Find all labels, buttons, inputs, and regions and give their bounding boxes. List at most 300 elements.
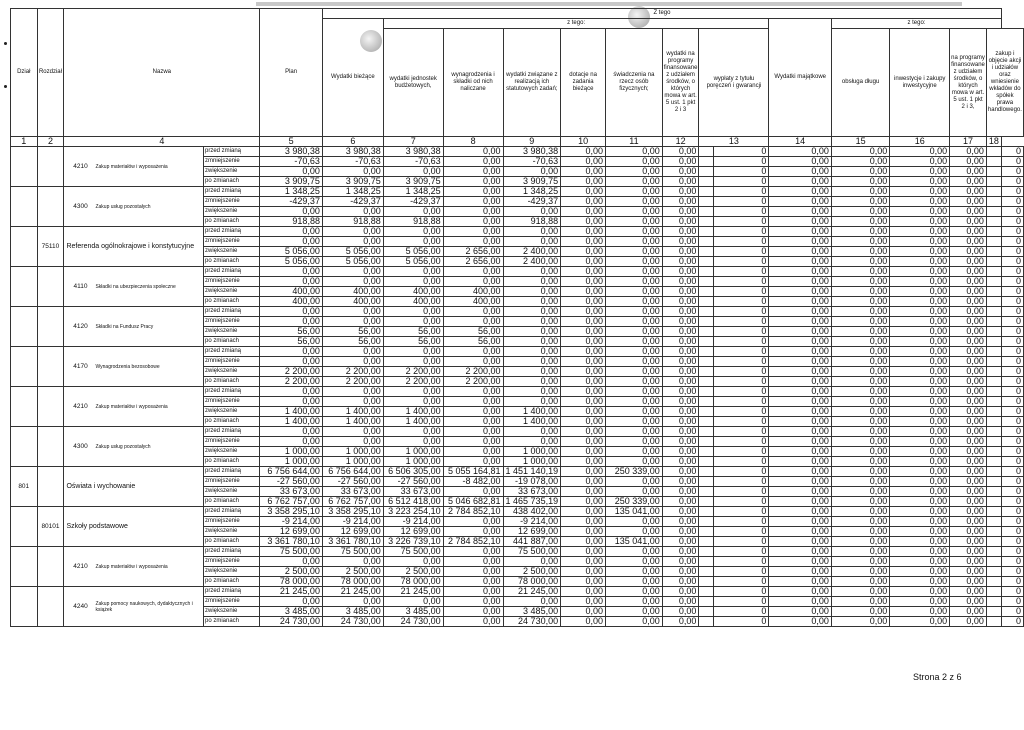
- value-cell: 0,00: [561, 487, 606, 497]
- value-cell: 0: [1001, 297, 1023, 307]
- value-cell: 0,00: [769, 397, 832, 407]
- value-cell: 0,00: [769, 387, 832, 397]
- dzial-code: [11, 347, 38, 387]
- value-cell: 0,00: [260, 427, 323, 437]
- page-number: Strona 2 z 6: [913, 672, 962, 682]
- header-inwestycje: inwestycje i zakupy inwestycyjne: [890, 29, 950, 137]
- value-cell: 0,00: [769, 567, 832, 577]
- value-cell: 6 762 757,00: [322, 497, 383, 507]
- value-cell: 1 000,00: [322, 457, 383, 467]
- akcje-subcell: [986, 517, 1001, 527]
- value-cell: 0,00: [890, 607, 950, 617]
- akcje-subcell: [986, 197, 1001, 207]
- value-cell: 0,00: [606, 167, 663, 177]
- value-cell: 75 500,00: [260, 547, 323, 557]
- value-cell: 5 056,00: [322, 257, 383, 267]
- akcje-subcell: [986, 227, 1001, 237]
- value-cell: 12 699,00: [322, 527, 383, 537]
- value-cell: 0,00: [443, 597, 503, 607]
- value-cell: 0,00: [383, 267, 443, 277]
- value-cell: 0,00: [383, 387, 443, 397]
- value-cell: 0,00: [831, 247, 889, 257]
- value-cell: 400,00: [322, 287, 383, 297]
- value-cell: 0,00: [662, 487, 699, 497]
- value-cell: -9 214,00: [383, 517, 443, 527]
- value-cell: 0,00: [831, 437, 889, 447]
- value-cell: 0,00: [662, 327, 699, 337]
- value-cell: 0,00: [769, 547, 832, 557]
- value-cell: 1 000,00: [503, 447, 561, 457]
- akcje-subcell: [986, 267, 1001, 277]
- value-cell: 0,00: [606, 317, 663, 327]
- value-cell: 0,00: [769, 507, 832, 517]
- value-cell: 1 465 735,19: [503, 497, 561, 507]
- value-cell: 0,00: [890, 347, 950, 357]
- akcje-subcell: [986, 477, 1001, 487]
- akcje-subcell: [986, 357, 1001, 367]
- value-cell: 0,00: [950, 507, 987, 517]
- akcje-subcell: [986, 457, 1001, 467]
- value-cell: 24 730,00: [322, 617, 383, 627]
- value-cell: 0,00: [662, 217, 699, 227]
- value-cell: 0,00: [503, 357, 561, 367]
- value-cell: 0,00: [561, 587, 606, 597]
- value-cell: 5 056,00: [260, 257, 323, 267]
- value-cell: 0,00: [503, 367, 561, 377]
- value-cell: 21 245,00: [503, 587, 561, 597]
- column-number: 6: [322, 137, 383, 147]
- value-cell: 0: [714, 307, 769, 317]
- paragraf-code: 4210: [73, 402, 88, 410]
- value-cell: 33 673,00: [503, 487, 561, 497]
- value-cell: 0,00: [950, 337, 987, 347]
- wyplaty-subcell: [699, 337, 714, 347]
- value-cell: 0,00: [662, 587, 699, 597]
- value-cell: 0,00: [561, 477, 606, 487]
- value-cell: 0,00: [769, 377, 832, 387]
- value-cell: 0,00: [890, 547, 950, 557]
- akcje-subcell: [986, 297, 1001, 307]
- rozdzial-code: 75110: [37, 227, 64, 267]
- value-cell: 0,00: [769, 457, 832, 467]
- value-cell: 0,00: [662, 177, 699, 187]
- value-cell: 0,00: [322, 347, 383, 357]
- value-cell: 0,00: [443, 567, 503, 577]
- value-cell: 0,00: [890, 567, 950, 577]
- value-cell: 0: [714, 217, 769, 227]
- value-cell: 0: [1001, 427, 1023, 437]
- value-cell: 0: [714, 327, 769, 337]
- wyplaty-subcell: [699, 167, 714, 177]
- value-cell: 0: [714, 557, 769, 567]
- akcje-subcell: [986, 317, 1001, 327]
- wyplaty-subcell: [699, 567, 714, 577]
- akcje-subcell: [986, 337, 1001, 347]
- value-cell: 0,00: [950, 447, 987, 457]
- value-cell: 3 980,38: [503, 147, 561, 157]
- value-cell: 0,00: [561, 467, 606, 477]
- value-cell: 0,00: [322, 387, 383, 397]
- value-cell: 0,00: [890, 217, 950, 227]
- value-cell: 0,00: [383, 227, 443, 237]
- value-cell: 0,00: [606, 217, 663, 227]
- value-cell: 0,00: [769, 467, 832, 477]
- header-plan: Plan: [260, 9, 323, 137]
- value-cell: 0,00: [383, 557, 443, 567]
- value-cell: 0,00: [443, 517, 503, 527]
- wyplaty-subcell: [699, 157, 714, 167]
- value-cell: 0,00: [443, 317, 503, 327]
- value-cell: 0: [1001, 517, 1023, 527]
- header-z-tego: Z tego: [322, 9, 1001, 19]
- akcje-subcell: [986, 327, 1001, 337]
- value-cell: 0: [1001, 347, 1023, 357]
- value-cell: 75 500,00: [322, 547, 383, 557]
- wyplaty-subcell: [699, 197, 714, 207]
- value-cell: 0,00: [503, 377, 561, 387]
- value-cell: 0,00: [443, 147, 503, 157]
- value-cell: 0: [714, 467, 769, 477]
- paragraf-code: 4210: [73, 162, 88, 170]
- value-cell: 0,00: [890, 387, 950, 397]
- value-cell: 0,00: [561, 607, 606, 617]
- wyplaty-subcell: [699, 217, 714, 227]
- value-cell: 0,00: [831, 607, 889, 617]
- value-cell: 0,00: [561, 247, 606, 257]
- value-cell: 0: [1001, 487, 1023, 497]
- rozdzial-code: [37, 147, 64, 187]
- value-cell: 0,00: [561, 567, 606, 577]
- value-cell: 6 512 418,00: [383, 497, 443, 507]
- value-cell: 0,00: [769, 607, 832, 617]
- value-cell: 918,88: [503, 217, 561, 227]
- row-label: zwiększenie: [203, 607, 259, 617]
- value-cell: 0,00: [561, 257, 606, 267]
- row-label: po zmianach: [203, 417, 259, 427]
- value-cell: 2 656,00: [443, 257, 503, 267]
- value-cell: 0,00: [561, 617, 606, 627]
- value-cell: 3 358 295,10: [260, 507, 323, 517]
- value-cell: 0,00: [443, 167, 503, 177]
- item-name: Oświata i wychowanie: [64, 467, 204, 507]
- value-cell: 0,00: [606, 387, 663, 397]
- value-cell: 78 000,00: [260, 577, 323, 587]
- column-number: 8: [443, 137, 503, 147]
- value-cell: 0,00: [950, 297, 987, 307]
- value-cell: 0: [714, 277, 769, 287]
- value-cell: 0: [714, 317, 769, 327]
- dzial-code: [11, 267, 38, 307]
- value-cell: 400,00: [260, 287, 323, 297]
- row-label: zwiększenie: [203, 327, 259, 337]
- akcje-subcell: [986, 427, 1001, 437]
- value-cell: 3 226 739,10: [383, 537, 443, 547]
- item-cell: [64, 547, 204, 587]
- row-label: przed zmianą: [203, 467, 259, 477]
- value-cell: 0,00: [503, 327, 561, 337]
- value-cell: 0: [1001, 457, 1023, 467]
- akcje-subcell: [986, 237, 1001, 247]
- value-cell: 0,00: [561, 417, 606, 427]
- value-cell: 0,00: [561, 337, 606, 347]
- value-cell: 0,00: [890, 247, 950, 257]
- value-cell: 0,00: [606, 247, 663, 257]
- value-cell: 0,00: [443, 277, 503, 287]
- value-cell: 135 041,00: [606, 537, 663, 547]
- value-cell: 0,00: [443, 197, 503, 207]
- item-cell: [64, 187, 204, 227]
- value-cell: 0: [1001, 197, 1023, 207]
- value-cell: 0,00: [606, 207, 663, 217]
- value-cell: 2 500,00: [260, 567, 323, 577]
- value-cell: 0,00: [606, 307, 663, 317]
- wyplaty-subcell: [699, 547, 714, 557]
- value-cell: 0,00: [443, 347, 503, 357]
- value-cell: 0,00: [383, 397, 443, 407]
- wyplaty-subcell: [699, 507, 714, 517]
- value-cell: 400,00: [260, 297, 323, 307]
- akcje-subcell: [986, 147, 1001, 157]
- dzial-code: [11, 587, 38, 627]
- value-cell: 5 056,00: [383, 247, 443, 257]
- row-label: zmniejszenie: [203, 197, 259, 207]
- akcje-subcell: [986, 207, 1001, 217]
- value-cell: 0,00: [503, 237, 561, 247]
- table-row: [11, 387, 1024, 397]
- value-cell: 0,00: [890, 237, 950, 247]
- value-cell: 0,00: [769, 587, 832, 597]
- value-cell: 0,00: [831, 227, 889, 237]
- value-cell: 2 500,00: [383, 567, 443, 577]
- value-cell: 0,00: [443, 437, 503, 447]
- value-cell: 0,00: [890, 287, 950, 297]
- value-cell: 0,00: [662, 567, 699, 577]
- value-cell: 0,00: [662, 617, 699, 627]
- column-number: 1: [11, 137, 38, 147]
- value-cell: 6 506 305,00: [383, 467, 443, 477]
- wyplaty-subcell: [699, 317, 714, 327]
- value-cell: 0,00: [443, 217, 503, 227]
- value-cell: 0,00: [561, 437, 606, 447]
- value-cell: 0,00: [260, 227, 323, 237]
- rozdzial-code: [37, 187, 64, 227]
- rozdzial-code: [37, 427, 64, 467]
- value-cell: 0,00: [443, 487, 503, 497]
- header-obsluga-dlugu: obsługa długu: [831, 29, 889, 137]
- value-cell: 0,00: [606, 547, 663, 557]
- value-cell: 0,00: [606, 597, 663, 607]
- value-cell: 21 245,00: [383, 587, 443, 597]
- dzial-code: [11, 187, 38, 227]
- value-cell: 1 348,25: [260, 187, 323, 197]
- value-cell: 0,00: [503, 227, 561, 237]
- value-cell: 1 400,00: [503, 417, 561, 427]
- value-cell: 6 762 757,00: [260, 497, 323, 507]
- akcje-subcell: [986, 367, 1001, 377]
- value-cell: 0,00: [831, 237, 889, 247]
- value-cell: 0: [1001, 367, 1023, 377]
- value-cell: 0: [1001, 477, 1023, 487]
- value-cell: 0,00: [831, 347, 889, 357]
- value-cell: 0,00: [890, 167, 950, 177]
- akcje-subcell: [986, 577, 1001, 587]
- value-cell: 0,00: [662, 417, 699, 427]
- value-cell: 0,00: [890, 597, 950, 607]
- row-label: przed zmianą: [203, 187, 259, 197]
- value-cell: 0,00: [950, 377, 987, 387]
- wyplaty-subcell: [699, 537, 714, 547]
- akcje-subcell: [986, 277, 1001, 287]
- value-cell: 0,00: [662, 597, 699, 607]
- table-row: [11, 187, 1024, 197]
- value-cell: 0,00: [769, 257, 832, 267]
- akcje-subcell: [986, 347, 1001, 357]
- value-cell: 0: [714, 567, 769, 577]
- column-number: 18: [986, 137, 1001, 147]
- table-row: [11, 347, 1024, 357]
- value-cell: 0,00: [831, 557, 889, 567]
- value-cell: 0: [1001, 577, 1023, 587]
- column-number: 2: [37, 137, 64, 147]
- column-number: 17: [950, 137, 987, 147]
- value-cell: 0,00: [769, 337, 832, 347]
- akcje-subcell: [986, 417, 1001, 427]
- value-cell: 1 000,00: [322, 447, 383, 457]
- value-cell: 0,00: [662, 607, 699, 617]
- value-cell: 3 909,75: [322, 177, 383, 187]
- row-label: zwiększenie: [203, 287, 259, 297]
- value-cell: 3 223 254,10: [383, 507, 443, 517]
- value-cell: 0,00: [503, 277, 561, 287]
- value-cell: 0,00: [561, 507, 606, 517]
- value-cell: 0,00: [606, 177, 663, 187]
- value-cell: 0,00: [503, 337, 561, 347]
- item-cell: [64, 387, 204, 427]
- value-cell: 0,00: [950, 347, 987, 357]
- wyplaty-subcell: [699, 147, 714, 157]
- value-cell: 0,00: [950, 147, 987, 157]
- value-cell: 24 730,00: [260, 617, 323, 627]
- value-cell: 0,00: [503, 437, 561, 447]
- value-cell: 0,00: [260, 397, 323, 407]
- dzial-code: [11, 427, 38, 467]
- value-cell: 0,00: [561, 227, 606, 237]
- wyplaty-subcell: [699, 187, 714, 197]
- value-cell: 1 400,00: [383, 417, 443, 427]
- row-label: przed zmianą: [203, 587, 259, 597]
- value-cell: 0,00: [443, 577, 503, 587]
- value-cell: 78 000,00: [503, 577, 561, 587]
- value-cell: 0,00: [561, 297, 606, 307]
- value-cell: -70,63: [503, 157, 561, 167]
- value-cell: 0,00: [769, 407, 832, 417]
- value-cell: 0,00: [831, 257, 889, 267]
- akcje-subcell: [986, 377, 1001, 387]
- value-cell: 0,00: [260, 267, 323, 277]
- value-cell: 0: [1001, 557, 1023, 567]
- value-cell: 0,00: [890, 557, 950, 567]
- value-cell: 0,00: [769, 527, 832, 537]
- dzial-code: [11, 507, 38, 547]
- value-cell: 21 245,00: [260, 587, 323, 597]
- value-cell: 0: [1001, 407, 1023, 417]
- value-cell: 0,00: [769, 167, 832, 177]
- value-cell: 0,00: [831, 187, 889, 197]
- value-cell: 0,00: [561, 367, 606, 377]
- value-cell: 0,00: [890, 277, 950, 287]
- table-row: [11, 507, 1024, 517]
- value-cell: 0,00: [662, 377, 699, 387]
- value-cell: 0,00: [606, 407, 663, 417]
- value-cell: 0: [1001, 567, 1023, 577]
- value-cell: 0: [1001, 237, 1023, 247]
- wyplaty-subcell: [699, 267, 714, 277]
- value-cell: 3 909,75: [383, 177, 443, 187]
- akcje-subcell: [986, 247, 1001, 257]
- value-cell: 0,00: [950, 387, 987, 397]
- value-cell: 0,00: [561, 527, 606, 537]
- value-cell: 0,00: [831, 357, 889, 367]
- value-cell: 0,00: [606, 227, 663, 237]
- row-label: po zmianach: [203, 617, 259, 627]
- table-row: [11, 547, 1024, 557]
- wyplaty-subcell: [699, 237, 714, 247]
- value-cell: 0,00: [890, 537, 950, 547]
- value-cell: 0,00: [890, 417, 950, 427]
- value-cell: 0: [714, 447, 769, 457]
- value-cell: -27 560,00: [322, 477, 383, 487]
- value-cell: 0,00: [606, 617, 663, 627]
- value-cell: 1 400,00: [260, 407, 323, 417]
- value-cell: 0,00: [769, 447, 832, 457]
- row-label: przed zmianą: [203, 307, 259, 317]
- item-name: Referenda ogólnokrajowe i konstytucyjne: [64, 227, 204, 267]
- value-cell: 0,00: [831, 427, 889, 437]
- value-cell: 0,00: [443, 307, 503, 317]
- value-cell: 0,00: [662, 277, 699, 287]
- header-wydatki-majatkowe: Wydatki majątkowe: [769, 19, 832, 137]
- value-cell: 0: [1001, 497, 1023, 507]
- value-cell: 0: [714, 397, 769, 407]
- value-cell: 3 361 780,10: [260, 537, 323, 547]
- value-cell: 0,00: [769, 187, 832, 197]
- value-cell: 400,00: [383, 297, 443, 307]
- row-label: po zmianach: [203, 577, 259, 587]
- item-name: Zakup materiałów i wyposażenia: [95, 563, 168, 570]
- column-number: 7: [383, 137, 443, 147]
- value-cell: 0,00: [561, 347, 606, 357]
- value-cell: 0: [714, 237, 769, 247]
- wyplaty-subcell: [699, 257, 714, 267]
- value-cell: 0,00: [950, 257, 987, 267]
- value-cell: 56,00: [260, 337, 323, 347]
- wyplaty-subcell: [699, 387, 714, 397]
- column-number: 15: [831, 137, 889, 147]
- value-cell: 0,00: [890, 487, 950, 497]
- value-cell: 0,00: [769, 297, 832, 307]
- value-cell: 0,00: [322, 277, 383, 287]
- value-cell: 0: [1001, 537, 1023, 547]
- wyplaty-subcell: [699, 297, 714, 307]
- value-cell: 2 200,00: [322, 367, 383, 377]
- value-cell: 0,00: [561, 517, 606, 527]
- value-cell: 0,00: [662, 297, 699, 307]
- value-cell: 3 358 295,10: [322, 507, 383, 517]
- value-cell: 0,00: [561, 237, 606, 247]
- value-cell: 0,00: [831, 377, 889, 387]
- value-cell: 0,00: [561, 187, 606, 197]
- value-cell: 0,00: [769, 357, 832, 367]
